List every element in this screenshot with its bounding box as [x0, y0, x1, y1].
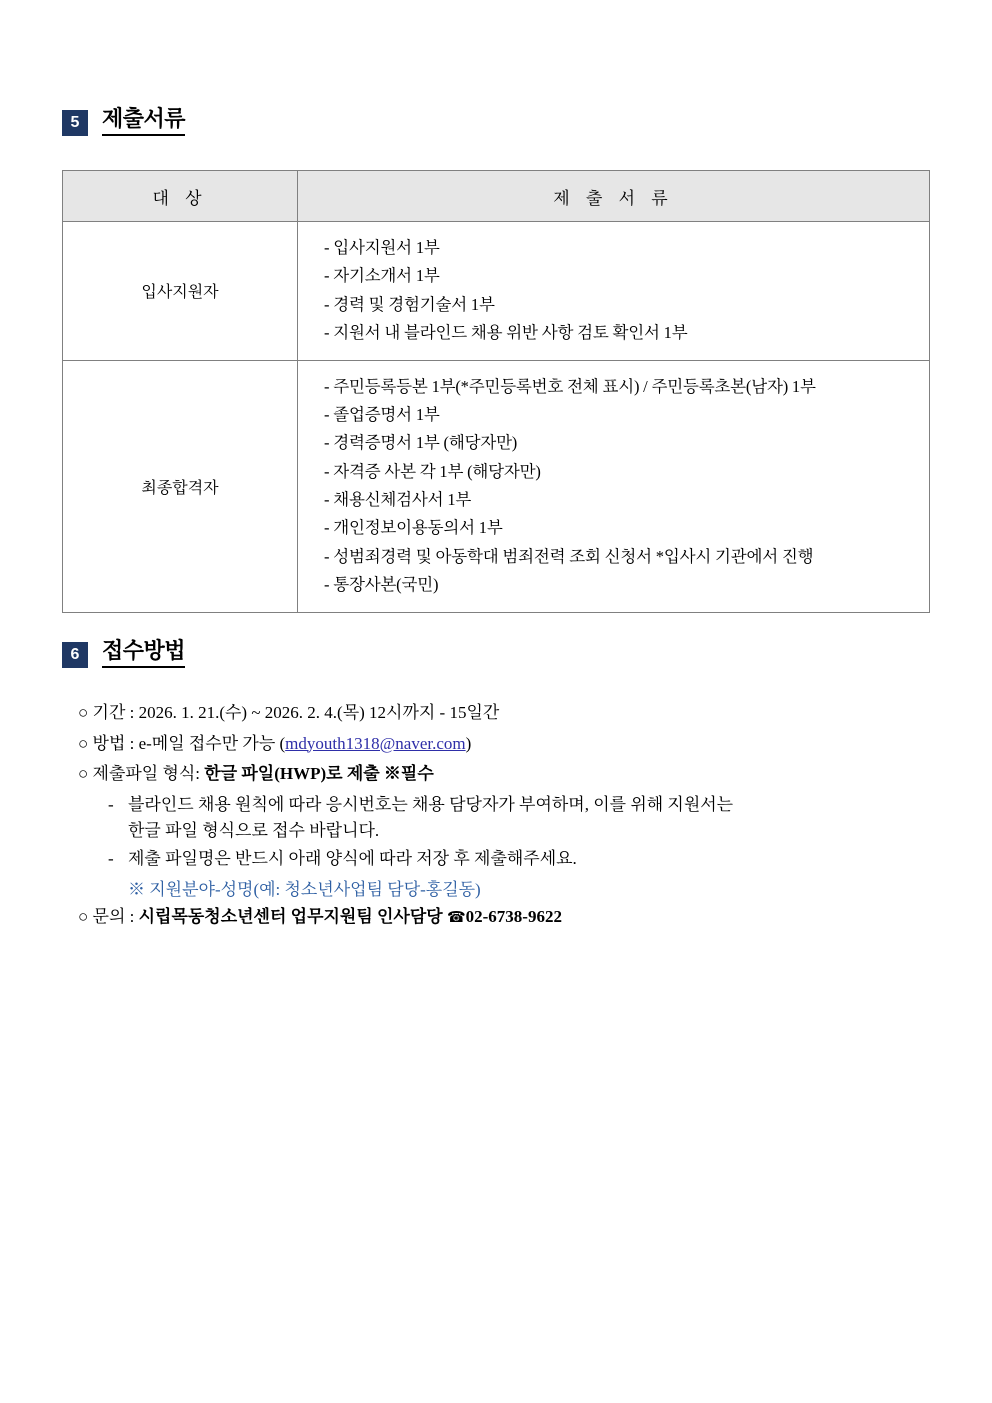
table-row — [63, 360, 930, 612]
sub-item-blind-rule — [108, 792, 938, 845]
method-suffix: ) — [465, 733, 472, 753]
document-line: - 통장사본(국민) — [324, 575, 439, 595]
row-documents-applicant — [298, 222, 930, 361]
sub-item-text — [128, 792, 938, 845]
document-line: - 자기소개서 1부 — [324, 266, 440, 286]
file-format-text — [78, 761, 938, 787]
table-header-documents: 제 출 서 류 — [298, 171, 930, 222]
document-line: - 경력증명서 1부 (해당자만) — [324, 433, 518, 453]
document-line: - 개인정보이용동의서 1부 — [324, 518, 503, 538]
document-line: - 채용신체검사서 1부 — [324, 490, 472, 509]
sub-item-filename-rule — [108, 846, 938, 872]
contact-organization: 시립목동청소년센터 업무지원팀 인사담당 — [138, 906, 447, 926]
section-title-underline — [102, 106, 185, 136]
document-line: - 주민등록등본 1부(*주민등록번호 전체 표시) / 주민등록초본(남자) 1부 — [324, 376, 816, 396]
period-text: ○ 기간 : 2026. 1. 21.(수) ~ 2026. 2. 4.(목) 12시까지 - 15일간 — [78, 703, 500, 722]
document-line: - 지원서 내 블라인드 채용 위반 사항 검토 확인서 1부 — [324, 323, 688, 343]
list-item-file-format — [78, 761, 938, 787]
file-format-prefix: ○ 제출파일 형식: — [78, 764, 205, 783]
contact-prefix: ○ 문의 : — [78, 906, 139, 926]
sub-bullet-mark: - — [108, 849, 114, 869]
section-heading-apply — [62, 638, 185, 668]
table-header-row — [63, 171, 930, 222]
list-item-contact — [78, 904, 938, 930]
section-heading-documents — [62, 106, 185, 136]
sub-bullet-mark: - — [108, 794, 114, 814]
contact-text — [78, 904, 938, 930]
sub-item-line2: 한글 파일 형식으로 접수 바랍니다. — [128, 820, 380, 840]
filename-example-note: ※ 지원분야-성명(예: 청소년사업팀 담당-홍길동) — [128, 879, 481, 899]
row-target-finalist: 최종합격자 — [63, 360, 298, 612]
section-number-badge: 5 — [62, 110, 88, 136]
email-link[interactable]: mdyouth1318@naver.com — [285, 733, 466, 753]
list-item-period — [78, 700, 938, 726]
apply-method-list — [78, 700, 938, 934]
section-number-badge: 6 — [62, 642, 88, 668]
table-row — [63, 222, 930, 361]
document-line: - 졸업증명서 1부 — [324, 404, 440, 424]
list-item-method — [78, 731, 938, 757]
method-prefix: ○ 방법 : e-메일 접수만 가능 ( — [78, 733, 286, 753]
row-target-applicant: 입사지원자 — [63, 222, 298, 361]
section-title-underline — [102, 638, 185, 668]
table-header-target: 대 상 — [63, 171, 298, 222]
row-documents-finalist — [298, 360, 930, 612]
sub-item-line1: 블라인드 채용 원칙에 따라 응시번호는 채용 담당자가 부여하며, 이를 위해 지원서는 — [128, 794, 734, 814]
section-title-text: 제출서류 — [102, 106, 186, 131]
file-format-emphasis: 한글 파일(HWP)로 제출 ※필수 — [204, 764, 434, 783]
sub-item-text: 제출 파일명은 반드시 아래 양식에 따라 저장 후 제출해주세요. — [128, 849, 577, 869]
document-line: - 자격증 사본 각 1부 (해당자만) — [324, 461, 541, 481]
telephone-icon: ☎ — [446, 907, 466, 926]
document-line: - 경력 및 경험기술서 1부 — [324, 294, 495, 314]
document-line: - 입사지원서 1부 — [324, 238, 440, 257]
section-title-text: 접수방법 — [102, 638, 186, 663]
document-line: - 성범죄경력 및 아동학대 범죄전력 조회 신청서 *입사시 기관에서 진행 — [324, 546, 814, 566]
contact-phone-number: 02-6738-9622 — [465, 906, 562, 926]
documents-table — [62, 170, 930, 613]
method-text — [78, 731, 938, 757]
